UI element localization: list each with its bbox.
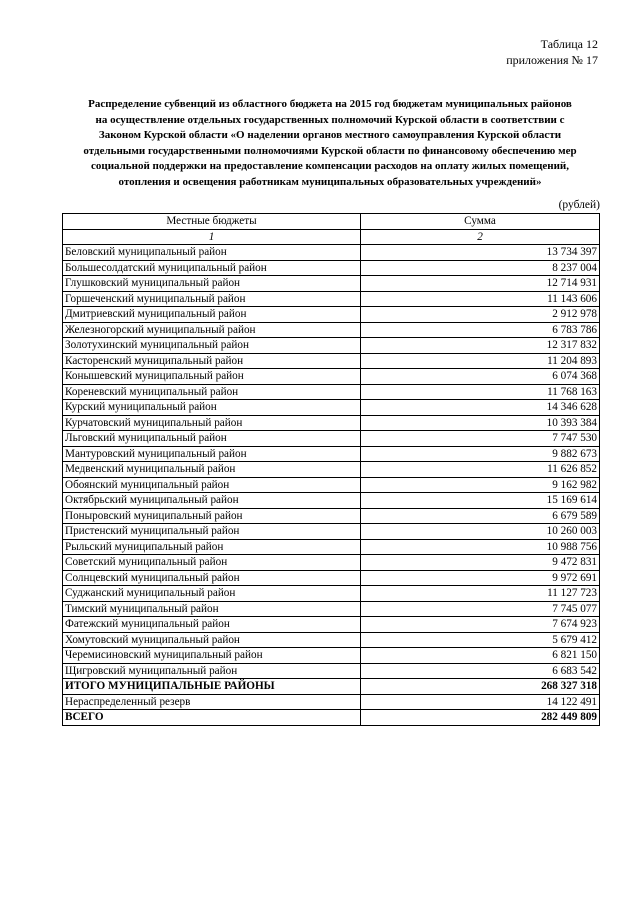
- district-amount: 14 346 628: [361, 400, 600, 416]
- district-amount: 11 768 163: [361, 384, 600, 400]
- district-amount: 5 679 412: [361, 632, 600, 648]
- table-row: [63, 508, 600, 524]
- district-amount: 7 745 077: [361, 601, 600, 617]
- district-amount: 6 821 150: [361, 648, 600, 664]
- district-name: Курчатовский муниципальный район: [63, 415, 361, 431]
- units-label: (рублей): [558, 199, 600, 211]
- district-amount: 7 674 923: [361, 617, 600, 633]
- district-name: Конышевский муниципальный район: [63, 369, 361, 385]
- district-name: Обоянский муниципальный район: [63, 477, 361, 493]
- district-name: Касторенский муниципальный район: [63, 353, 361, 369]
- district-name: Горшеченский муниципальный район: [63, 291, 361, 307]
- reserve-label: Нераспределенный резерв: [63, 694, 361, 710]
- district-name: Большесолдатский муниципальный район: [63, 260, 361, 276]
- district-amount: 13 734 397: [361, 245, 600, 261]
- table-row: [63, 586, 600, 602]
- title-line: на осуществление отдельных государственных полномочий Курской области в соответствии с: [95, 113, 565, 126]
- table-row: [63, 493, 600, 509]
- table-row: [63, 663, 600, 679]
- district-amount: 10 988 756: [361, 539, 600, 555]
- column-number-row: [63, 229, 600, 245]
- district-amount: 9 162 982: [361, 477, 600, 493]
- title-line: Распределение субвенций из областного бюджета на 2015 год бюджетам муниципальных районов: [88, 98, 572, 110]
- district-amount: 6 679 589: [361, 508, 600, 524]
- grand-total-row: [63, 710, 600, 726]
- table-row: [63, 601, 600, 617]
- table-row: [63, 477, 600, 493]
- district-amount: 11 127 723: [361, 586, 600, 602]
- grand-total-label: ВСЕГО: [63, 710, 361, 726]
- title-line: отдельными государственными полномочиями Курской области по финансовому обеспечению мер: [83, 144, 577, 157]
- district-name: Дмитриевский муниципальный район: [63, 307, 361, 323]
- district-name: Мантуровский муниципальный район: [63, 446, 361, 462]
- column-number: 1: [63, 229, 361, 245]
- district-name: Глушковский муниципальный район: [63, 276, 361, 292]
- district-amount: 11 143 606: [361, 291, 600, 307]
- district-name: Курский муниципальный район: [63, 400, 361, 416]
- district-name: Пристенский муниципальный район: [63, 524, 361, 540]
- column-header-budgets: Местные бюджеты: [63, 214, 361, 230]
- district-amount: 8 237 004: [361, 260, 600, 276]
- table-row: [63, 524, 600, 540]
- title-line: социальной поддержки на предоставление компенсации расходов на оплату жилых помещений,: [90, 160, 570, 173]
- table-row: [63, 415, 600, 431]
- district-amount: 10 260 003: [361, 524, 600, 540]
- district-name: Солнцевский муниципальный район: [63, 570, 361, 586]
- district-name: Хомутовский муниципальный район: [63, 632, 361, 648]
- table-row: [63, 353, 600, 369]
- district-amount: 15 169 614: [361, 493, 600, 509]
- title-line: Законом Курской области «О наделении органов местного самоуправления Курской области: [98, 129, 562, 142]
- district-amount: 9 972 691: [361, 570, 600, 586]
- district-name: Фатежский муниципальный район: [63, 617, 361, 633]
- district-amount: 9 882 673: [361, 446, 600, 462]
- district-name: Щигровский муниципальный район: [63, 663, 361, 679]
- title-line: отопления и освещения работникам муниципальных образовательных учреждений»: [118, 175, 542, 188]
- document-title: [62, 97, 598, 191]
- table-row: [63, 260, 600, 276]
- district-amount: 10 393 384: [361, 415, 600, 431]
- table-row: [63, 648, 600, 664]
- table-row: [63, 617, 600, 633]
- table-row: [63, 632, 600, 648]
- district-name: Поныровский муниципальный район: [63, 508, 361, 524]
- district-amount: 6 683 542: [361, 663, 600, 679]
- column-header-amount: Сумма: [361, 214, 600, 230]
- budget-table: [62, 213, 600, 726]
- total-districts-label: ИТОГО МУНИЦИПАЛЬНЫЕ РАЙОНЫ: [63, 679, 361, 695]
- district-name: Медвенский муниципальный район: [63, 462, 361, 478]
- total-districts-row: [63, 679, 600, 695]
- table-row: [63, 276, 600, 292]
- district-name: Октябрьский муниципальный район: [63, 493, 361, 509]
- reserve-row: [63, 694, 600, 710]
- district-name: Кореневский муниципальный район: [63, 384, 361, 400]
- district-name: Советский муниципальный район: [63, 555, 361, 571]
- table-row: [63, 462, 600, 478]
- district-name: Рыльский муниципальный район: [63, 539, 361, 555]
- table-number: Таблица 12: [540, 37, 598, 51]
- district-name: Черемисиновский муниципальный район: [63, 648, 361, 664]
- total-districts-amount: 268 327 318: [361, 679, 600, 695]
- table-row: [63, 369, 600, 385]
- table-row: [63, 338, 600, 354]
- grand-total-amount: 282 449 809: [361, 710, 600, 726]
- district-amount: 2 912 978: [361, 307, 600, 323]
- table-row: [63, 431, 600, 447]
- district-amount: 7 747 530: [361, 431, 600, 447]
- table-row: [63, 245, 600, 261]
- appendix-number: приложения № 17: [506, 53, 598, 67]
- district-name: Железногорский муниципальный район: [63, 322, 361, 338]
- district-name: Беловский муниципальный район: [63, 245, 361, 261]
- table-header-row: [63, 214, 600, 230]
- district-amount: 11 626 852: [361, 462, 600, 478]
- reserve-amount: 14 122 491: [361, 694, 600, 710]
- district-amount: 6 074 368: [361, 369, 600, 385]
- district-amount: 12 317 832: [361, 338, 600, 354]
- district-amount: 11 204 893: [361, 353, 600, 369]
- table-row: [63, 570, 600, 586]
- table-row: [63, 400, 600, 416]
- document-header: [506, 36, 598, 68]
- table-row: [63, 446, 600, 462]
- district-name: Льговский муниципальный район: [63, 431, 361, 447]
- table-row: [63, 322, 600, 338]
- column-number: 2: [361, 229, 600, 245]
- table-row: [63, 291, 600, 307]
- district-name: Тимский муниципальный район: [63, 601, 361, 617]
- district-name: Золотухинский муниципальный район: [63, 338, 361, 354]
- table-row: [63, 384, 600, 400]
- district-amount: 12 714 931: [361, 276, 600, 292]
- district-name: Суджанский муниципальный район: [63, 586, 361, 602]
- table-row: [63, 555, 600, 571]
- table-row: [63, 307, 600, 323]
- table-row: [63, 539, 600, 555]
- district-amount: 9 472 831: [361, 555, 600, 571]
- district-amount: 6 783 786: [361, 322, 600, 338]
